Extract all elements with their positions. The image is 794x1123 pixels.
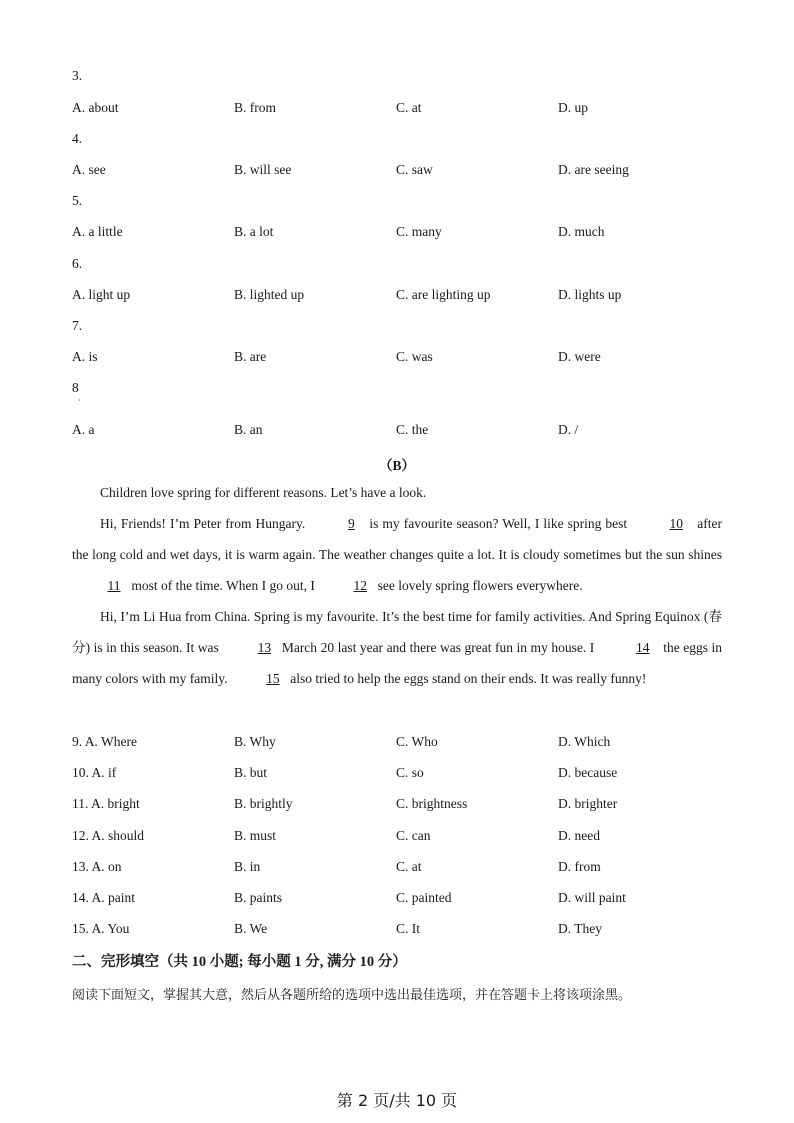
option-b: B. lighted up bbox=[234, 287, 305, 302]
page-footer: 第 2 页/共 10 页 bbox=[336, 1091, 458, 1110]
question-number: 7. bbox=[72, 318, 83, 333]
passage-text: see lovely spring flowers everywhere. bbox=[374, 578, 583, 593]
question-number: 3. bbox=[72, 68, 83, 83]
option-c: C. Who bbox=[396, 734, 438, 749]
option-b: B. in bbox=[234, 859, 261, 874]
passage-text: most of the time. When I go out, I bbox=[128, 578, 319, 593]
option-a: 13. A. on bbox=[72, 859, 122, 874]
blank-15: 15 bbox=[266, 671, 280, 686]
question-number: 4. bbox=[72, 131, 83, 146]
passage-text: also tried to help the eggs stand on their ends. It was really funny! bbox=[286, 671, 647, 686]
passage-paragraph-1 bbox=[72, 508, 722, 601]
passage-text: Hi, Friends! I’m Peter from Hungary. bbox=[100, 516, 310, 531]
passage-text: is my favourite season? Well, I like spring best bbox=[365, 516, 632, 531]
option-c: C. was bbox=[396, 349, 433, 364]
option-d: D. because bbox=[558, 765, 618, 780]
passage-intro: Children love spring for different reasons. Let’s have a look. bbox=[100, 485, 427, 500]
option-c: C. many bbox=[396, 224, 442, 239]
passage-text: Hi, I’m Li Hua from China. Spring is my favourite. It’s the best time for family activities. And Spring Equinox (春分) is in this season. It was bbox=[72, 609, 722, 655]
option-a: A. see bbox=[72, 162, 106, 177]
option-a: A. is bbox=[72, 349, 98, 364]
option-c: C. brightness bbox=[396, 796, 468, 811]
option-d: D. brighter bbox=[558, 796, 618, 811]
option-b: B. brightly bbox=[234, 796, 293, 811]
passage-text: after the long cold and wet days, it is warm again. The weather changes quite a lot. It is cloudy sometimes but the sun shines bbox=[72, 516, 722, 562]
option-d: D. / bbox=[558, 422, 579, 437]
blank-14: 14 bbox=[635, 640, 650, 655]
option-d: D. up bbox=[558, 100, 588, 115]
option-d: D. They bbox=[558, 921, 602, 936]
passage-text: the eggs in many colors with my family. bbox=[72, 640, 722, 686]
option-c: C. so bbox=[396, 765, 424, 780]
option-b: B. will see bbox=[234, 162, 292, 177]
option-a: 12. A. should bbox=[72, 828, 145, 843]
question-number: 5. bbox=[72, 193, 83, 208]
option-a: 15. A. You bbox=[72, 921, 130, 936]
option-c: C. at bbox=[396, 859, 422, 874]
question-number: 8 bbox=[72, 380, 79, 395]
option-a: A. a little bbox=[72, 224, 123, 239]
option-d: D. will paint bbox=[558, 890, 626, 905]
passage-paragraph-2 bbox=[72, 601, 722, 694]
option-b: B. We bbox=[234, 921, 268, 936]
option-d: D. much bbox=[558, 224, 605, 239]
option-b: B. but bbox=[234, 765, 268, 780]
blank-12: 12 bbox=[353, 578, 367, 593]
option-d: D. are seeing bbox=[558, 162, 629, 177]
option-a: A. a bbox=[72, 422, 95, 437]
blank-13: 13 bbox=[257, 640, 272, 655]
blank-9: 9 bbox=[347, 516, 355, 531]
option-b: B. from bbox=[234, 100, 276, 115]
option-a: 10. A. if bbox=[72, 765, 117, 780]
passage-text: March 20 last year and there was great fun in my house. I bbox=[278, 640, 598, 655]
option-c: C. can bbox=[396, 828, 431, 843]
option-c: C. are lighting up bbox=[396, 287, 491, 302]
section-2-instruction: 阅读下面短文，掌握其大意，然后从各题所给的选项中选出最佳选项，并在答题卡上将该项涂黑。 bbox=[72, 987, 632, 1002]
section-b-label: （B） bbox=[378, 458, 415, 473]
option-a: 14. A. paint bbox=[72, 890, 135, 905]
option-c: C. It bbox=[396, 921, 421, 936]
section-2-heading: 二、完形填空（共 10 小题; 每小题 1 分, 满分 10 分） bbox=[72, 954, 407, 970]
question-number: 6. bbox=[72, 256, 83, 271]
blank-11: 11 bbox=[107, 578, 121, 593]
option-d: D. need bbox=[558, 828, 600, 843]
option-b: B. must bbox=[234, 828, 277, 843]
option-b: B. an bbox=[234, 422, 263, 437]
option-c: C. at bbox=[396, 100, 422, 115]
stray-dot: · bbox=[78, 396, 81, 405]
option-b: B. paints bbox=[234, 890, 283, 905]
option-a: 9. A. Where bbox=[72, 734, 137, 749]
option-d: D. Which bbox=[558, 734, 611, 749]
option-b: B. are bbox=[234, 349, 267, 364]
option-b: B. Why bbox=[234, 734, 276, 749]
option-a: 11. A. bright bbox=[72, 796, 140, 811]
option-c: C. saw bbox=[396, 162, 433, 177]
option-d: D. were bbox=[558, 349, 601, 364]
option-d: D. lights up bbox=[558, 287, 622, 302]
option-d: D. from bbox=[558, 859, 601, 874]
option-c: C. painted bbox=[396, 890, 452, 905]
option-a: A. about bbox=[72, 100, 119, 115]
blank-10: 10 bbox=[669, 516, 683, 531]
option-c: C. the bbox=[396, 422, 429, 437]
passage-b bbox=[72, 477, 722, 694]
option-a: A. light up bbox=[72, 287, 131, 302]
option-b: B. a lot bbox=[234, 224, 274, 239]
